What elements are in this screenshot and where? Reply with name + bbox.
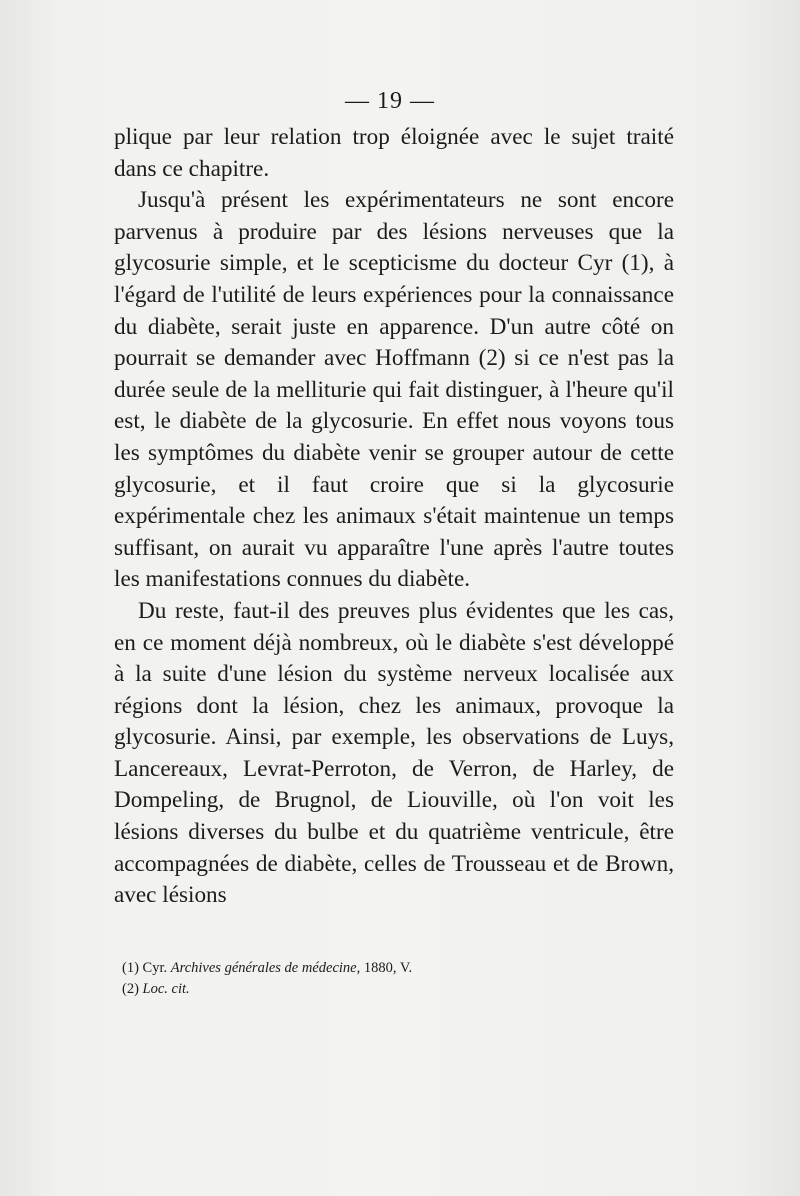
footnotes [122, 958, 662, 1000]
body-text [114, 122, 674, 912]
page-number: — 19 — [345, 88, 435, 114]
paragraph-continuation: plique par leur relation trop éloignée avec le sujet traité dans ce chapitre. [114, 124, 674, 182]
footnote-title: Archives générales de médecine, [170, 960, 361, 976]
footnote-marker: (1) [122, 960, 139, 976]
footnote-marker: (2) [122, 981, 139, 997]
footnote-1 [122, 958, 662, 979]
paragraph-experimenters: Jusqu'à présent les expérimentateurs ne sont encore parvenus à produire par des lésions nerveuses que la glycosurie simple, et le scepticisme du docteur Cyr (1), à l'égard de l'utilité de leurs expériences pour la connaissance du diabète, serait juste en apparence. D'un autre côté on pourrait se demander avec Hoffmann (2) si ce n'est pas la durée seule de la melliturie qui fait distinguer, à l'heure qu'il est, le diabète de la glycosurie. En effet nous voyons tous les symptômes du diabète venir se grouper autour de cette glycosurie, et il faut croire que si la glycosurie expérimentale chez les animaux s'était maintenue un temps suffisant, on aurait vu apparaître l'une après l'autre toutes les manifestations connues du diabète. [114, 187, 674, 593]
footnote-rest: 1880, V. [363, 960, 413, 976]
footnote-2 [122, 979, 662, 1000]
footnote-author: Cyr. [142, 960, 168, 976]
paragraph-evidence: Du reste, faut-il des preuves plus évidentes que les cas, en ce moment déjà nombreux, où le diabète s'est développé à la suite d'une lésion du système nerveux localisée aux régions dont la lésion, chez les animaux, provoque la glycosurie. Ainsi, par exemple, les observations de Luys, Lancereaux, Levrat-Perroton, de Verron, de Harley, de Dompeling, de Brugnol, de Liouville, où l'on voit les lésions diverses du bulbe et du quatrième ventricule, être accompagnées de diabète, celles de Trousseau et de Brown, avec lésions [114, 597, 674, 909]
footnote-title: Loc. cit. [142, 981, 190, 997]
